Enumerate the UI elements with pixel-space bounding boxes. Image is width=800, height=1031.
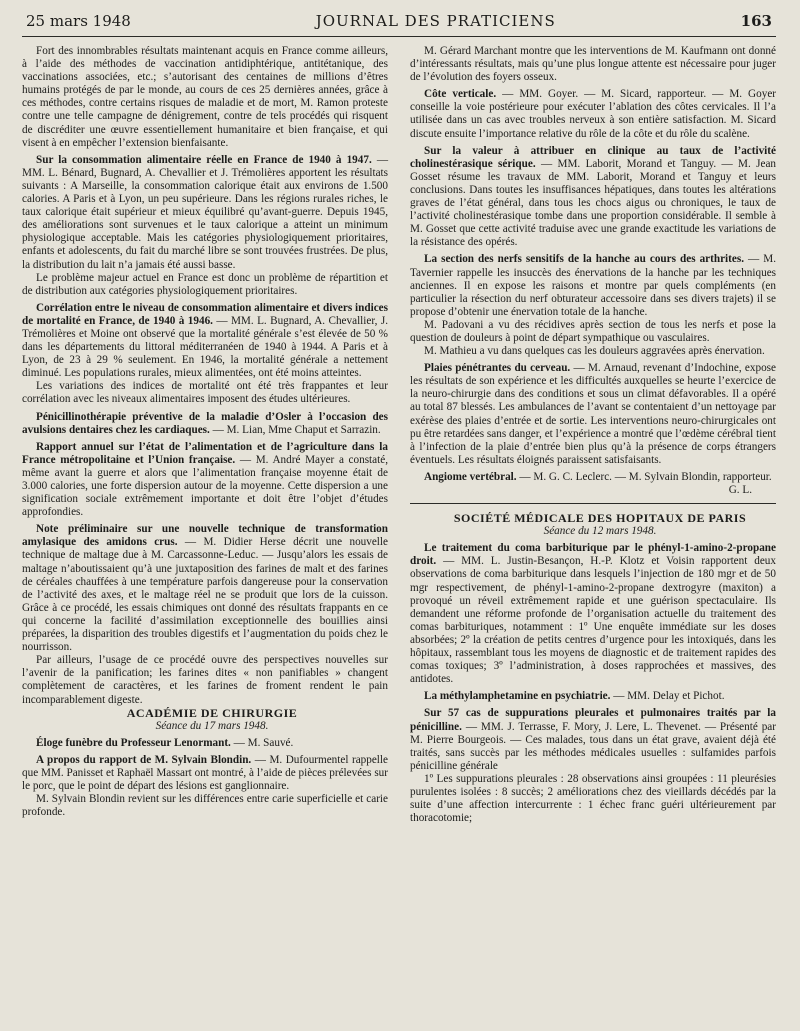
article-authors: — M. Didier Herse décrit une nouvelle technique de maltage due à M. Carcassonne-Leduc.	[22, 536, 388, 562]
signature: G. L.	[728, 484, 752, 496]
article-title: Pénicillinothérapie préventive de la maladie d’Osler à l’occasion des avulsions dentaires chez les cardiaques.	[22, 410, 388, 436]
article-title: A propos du rapport de M. Sylvain Blondin.	[36, 753, 252, 766]
article-text: a constaté, même avant la guerre et alors que l’alimentation française moyenne était de 3.000 calories, une forte dispersion autour de la moyenne. Cette dispersion a une signification sociale extrêmement importante et doit être l’objet d’études approfondies.	[22, 453, 389, 519]
article-consommation	[22, 154, 388, 272]
paragraph: 1º Les suppurations pleurales : 28 observations ainsi groupées : 11 pleurésies purulentes isolées : 8 succès; 2 améliorations chez des vieillards décédés par la suite d’une affection intercurrente : 1 échec franc guéri ultérieurement par thoracotomie;	[410, 772, 776, 825]
article-amylasique	[22, 523, 388, 654]
section-title-academie: ACADÉMIE DE CHIRURGIE	[126, 705, 298, 720]
article-title: Éloge funèbre du Professeur Lenormant.	[36, 736, 231, 749]
article-text: rappelle les insuccès des énervations de la hanche par les techniques anciennes. Il en expose les raisons et montre par quels compléments (en particulier la résection du nerf obturateur accessoire dans ses divers trajets) il se propose d’obtenir une énervation totale de la hanche.	[410, 266, 777, 318]
article-title: Sur 57 cas de suppurations pleurales et pulmonaires traités par la pénicilline.	[410, 707, 776, 733]
article-title: Corrélation entre le niveau de consommation alimentaire et divers indices de mortalité en France, de 1940 à 1946.	[22, 301, 388, 327]
article-coma-barbiturique	[410, 542, 776, 686]
article-cote-verticale	[410, 88, 776, 140]
article-authors: — M. Tavernier	[410, 253, 777, 279]
article-text: ont observé que la mortalité générale s’est élevée de 50 % dans les départements du littoral méditerranéen de 1940 à 1944. A Paris et à Lyon, de 23 à 29 % seulement. En 1946, la mortalité générale a nettement diminué. Les populations rurales, mieux alimentées, ont été moins atteintes.	[22, 327, 389, 380]
article-title: La section des nerfs sensitifs de la hanche au cours des arthrites.	[424, 253, 744, 266]
article-authors: — M. Sauvé.	[233, 736, 294, 749]
article-rapport-annuel	[22, 441, 388, 520]
article-authors: — MM. Delay et Pichot.	[613, 690, 725, 703]
article-title: Sur la valeur à attribuer en clinique au taux de l’activité cholinestérasique sérique.	[410, 144, 776, 170]
article-authors: — M. Lian, Mme Chaput et Sarrazin.	[212, 423, 381, 436]
article-title: Plaies pénétrantes du cerveau.	[424, 362, 571, 375]
left-column	[22, 45, 388, 825]
article-suppurations	[410, 707, 776, 772]
article-angiome	[410, 471, 776, 484]
article-title: Le traitement du coma barbiturique par le phényl-1-amino-2-propane droit.	[410, 542, 776, 568]
header-date: 25 mars 1948	[26, 12, 131, 30]
article-title: Note préliminaire sur une nouvelle technique de transformation amylasique des amidons crus.	[22, 523, 388, 549]
article-methylamphetamine	[410, 690, 776, 703]
page-number: 163	[740, 12, 772, 30]
paragraph: M. Sylvain Blondin revient sur les différences entre carie superficielle et carie profonde.	[22, 793, 388, 819]
article-text: rapportent deux observations de coma barbiturique dans lesquels l’injection de 180 mgr et de 50 mgr respectivement, de phényl-1-amino-2-propane dextrogyre (maxiton) a provoqué un réveil extrêmement rapide et une guérison spectaculaire. Ils demandent une réforme profonde de l’organisation actuelle du traitement des comas barbituriques, notamment : 1º Une enquête immédiate sur les doses absorbées; 2º la création de petits centres d’urgence pour les intoxiqués, dans les hôpitaux, rassemblant tous les moyens de diagnostic et de traitement rapides des comas toxiques; 3º l’administration, à doses rapprochées et massives, des antidotes.	[410, 555, 776, 686]
article-title: Angiome vertébral.	[424, 470, 517, 483]
article-title: Côte verticale.	[424, 88, 497, 101]
paragraph: Par ailleurs, l’usage de ce procédé ouvre des perspectives nouvelles sur l’avenir de la panification; les farines dites « non panifiables » changent complètement de caractères, et les farines de froment rendent le pain incomparablement digeste.	[22, 654, 388, 706]
article-text: — Jusqu’alors les essais de maltage n’aboutissaient qu’à une juxtaposition des farines de malt et des farines de céréales chauffées à une température parfois dangereuse pour la conservation de l’activité des axes, et le maltage réel ne se produit que lors de la cuisson. Grâce à ce procédé, les essais chimiques ont donné des résultats frappants en ce qui concerne la facilité d’assimilation exceptionnelle des bouillies ainsi préparées, la disparition des troubles digestifs et l’augmentation du poids chez le nourrisson.	[22, 549, 388, 654]
paragraph: Les variations des indices de mortalité ont été très frappantes et leur corrélation avec les niveaux alimentaires imposent des études ultérieures.	[22, 380, 388, 406]
article-eloge	[22, 737, 388, 750]
article-authors: — M. Dufourmentel rappelle que MM. Panisset et Raphaël Massart	[22, 753, 388, 779]
article-text: apportent les résultats suivants : A Marseille, la consommation calorique était aux environs de 1.500 calories. A Paris et à Lyon, un peu supérieure. Dans les régions rurales riches, le taux calorique était supérieur et mieux équilibré qu’avant-guerre. Depuis 1945, des améliorations sont survenues et le taux calorique a atteint un minimum physiologique acceptable. Mais les catégories physiologiquement prioritaires, enfants et adolescents, du fait du marché libre se sont trouvées frustrées. De plus, la distribution du lait n’a jamais été aussi basse.	[22, 166, 389, 271]
article-cholinesterase	[410, 145, 776, 250]
paragraph: M. Mathieu a vu dans quelques cas les douleurs aggravées après énervation.	[424, 345, 765, 358]
article-text: — Ces malades, tous dans un état grave, avaient déjà été traités, sans succès par les méthodes médicales usuelles : sulfamides parfois pénicilline générale	[410, 733, 777, 772]
article-osler	[22, 411, 388, 437]
section-title-societe: SOCIÉTÉ MÉDICALE DES HOPITAUX DE PARIS	[453, 511, 747, 526]
article-blondin	[22, 754, 388, 793]
article-text: résume les travaux de MM. Laborit, Morand et Tanguy et leurs conclusions. Dans toutes les insuffisances hépatiques, dans toutes les altérations graves de l’état général, dans tous les chocs aigus ou chroniques, le taux de l’activité cholinestérasique tombe dans une proportion considérable. Il semble à M. Gosset que cette activité traduise avec une grande exactitude les variations de la résistance des opérés.	[410, 170, 776, 249]
article-title: Sur la consommation alimentaire réelle en France de 1940 à 1947.	[36, 153, 372, 166]
page-header	[22, 12, 776, 36]
article-authors: — MM. L. Justin-Besançon, H.-P. Klotz et Voisin	[443, 555, 695, 568]
section-divider	[410, 503, 776, 504]
paragraph-marchant: M. Gérard Marchant montre que les interventions de M. Kaufmann ont donné d’intéressants résultats, mais qu’une plus longue attente est nécessaire pour juger de l’évolution des foyers osseux.	[410, 45, 776, 84]
article-authors: — MM. L. Bénard, Bugnard, A. Chevallier et J. Trémolières	[22, 153, 388, 179]
article-text: , revenant d’Indochine, expose les résultats de son expérience et les difficultés auxquelles se heurte l’exercice de la neuro-chirurgie dans des conditions et sous un climat défavorables. Il a opéré au total 87 blessés. Les ambulances de l’avant se contentaient d’un nettoyage par exérèse des plaies d’entrée et de sortie. Les interventions neuro-chirurgicales ont pu être retardées sans danger, et l’expérience a montré que l’œdème cérébral tient à l’infection de la plaie d’entrée bien plus qu’à la présence de corps étrangers éventuels. Les résultats éloignés paraissent satisfaisants.	[410, 362, 776, 466]
header-rule	[22, 36, 776, 37]
article-correlation	[22, 302, 388, 381]
article-plaies-cerveau	[410, 362, 776, 467]
article-authors: — MM. Laborit, Morand et Tanguy. — M. Jean Gosset	[410, 157, 777, 183]
article-nerfs-hanche	[410, 253, 776, 318]
journal-title: JOURNAL DES PRATICIENS	[315, 12, 556, 30]
article-title: La méthylamphetamine en psychiatrie.	[424, 690, 611, 703]
paragraph: M. Padovani a vu des récidives après section de tous les nerfs et pose la question de douleurs à point de départ sympathique ou vasculaires.	[410, 318, 776, 344]
right-column	[410, 45, 776, 825]
article-title: Rapport annuel sur l’état de l’alimentation et de l’agriculture dans la France métropolitaine et l’Union française.	[22, 440, 388, 466]
session-date: Séance du 12 mars 1948.	[543, 525, 657, 538]
article-text: M. Goyer conseille la voie postérieure pour exécuter l’ablation des côtes cervicales. Il l’a utilisée dans un cas avec troubles nerveux à son entière satisfaction. M. Sicard discute ensuite l’importance relative du rôle de la côte et du rôle du scalène.	[410, 88, 777, 140]
article-authors: — MM. J. Terrasse, F. Mory, J. Lere, L. Thevenet. — Présenté par M. Pierre Bourgeois.	[410, 720, 776, 746]
article-authors: — M. G. C. Leclerc. — M. Sylvain Blondin, rapporteur.	[519, 470, 772, 483]
article-text: ont montré, à l’aide de pièces prélevées sur le porc, que le point de départ des lésions est ganglionnaire.	[22, 766, 388, 793]
session-date: Séance du 17 mars 1948.	[155, 719, 269, 732]
article-authors: — M. Arnaud	[573, 362, 637, 375]
article-authors: — MM. Goyer. — M. Sicard, rapporteur. —	[502, 88, 724, 101]
paragraph: Le problème majeur actuel en France est donc un problème de répartition et de distribution aux catégories physiologiquement prioritaires.	[22, 271, 388, 297]
two-column-body	[22, 45, 776, 825]
paragraph-ramon: Fort des innombrables résultats maintenant acquis en France comme ailleurs, à l’aide des méthodes de vaccination antidiphtérique, antitétanique, des vaccinations associées, etc.; s’autorisant des centaines de millions d’êtres humains protégés de par le monde, au cours de ces 25 dernières années, grâce à ces méthodes, contre certains risques de maladie et de mort, M. Ramon proteste contre une telle campagne de dénigrement, contre de tels procédés qui risquent de discréditer une œuvre essentiellement humanitaire et bien française, et qui visent à en empêcher l’extension bienfaisante.	[22, 45, 388, 149]
article-authors: — MM. L. Bugnard, A. Chevallier, J. Trémolières et Moine	[22, 314, 388, 340]
article-authors: — M. André Mayer	[239, 453, 335, 466]
